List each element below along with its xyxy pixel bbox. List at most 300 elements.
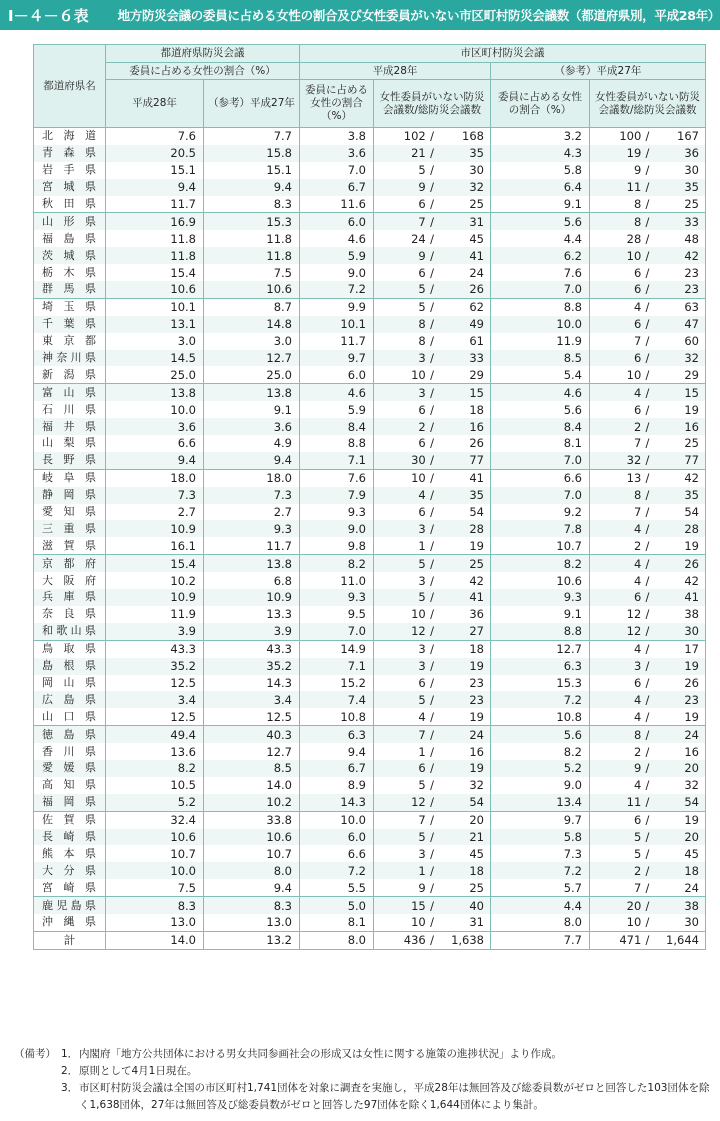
- muni-ratio-27: 12.7: [491, 640, 590, 657]
- muni-frac-28: 3 / 15: [374, 384, 491, 401]
- header-muni-council: 市区町村防災会議: [300, 45, 706, 63]
- table-row: [34, 914, 706, 931]
- muni-frac-28: 3 / 33: [374, 350, 491, 367]
- muni-frac-28: 15 / 40: [374, 897, 491, 914]
- muni-ratio-28: 7.0: [300, 162, 374, 179]
- muni-none-28: 10: [411, 367, 426, 382]
- muni-ratio-28: 5.0: [300, 897, 374, 914]
- muni-ratio-27: 7.0: [491, 452, 590, 469]
- muni-frac-28: 102 / 168: [374, 128, 491, 145]
- muni-ratio-28: 8.1: [300, 914, 374, 931]
- pref-ratio-28: 25.0: [106, 366, 204, 383]
- pref-ratio-28: 14.5: [106, 350, 204, 367]
- pref-name: 京都府: [34, 555, 106, 572]
- muni-total-28: 31: [469, 214, 484, 229]
- muni-none-27: 2: [633, 744, 642, 759]
- pref-name: 香川県: [34, 743, 106, 760]
- muni-frac-28: 3 / 45: [374, 845, 491, 862]
- muni-total-28: 29: [469, 367, 484, 382]
- pref-ratio-28: 13.0: [106, 914, 204, 931]
- pref-ratio-28: 11.7: [106, 196, 204, 213]
- muni-none-28: 2: [418, 419, 426, 434]
- muni-ratio-28: 6.6: [300, 845, 374, 862]
- muni-none-28: 9: [418, 248, 426, 263]
- muni-frac-28: 1 / 16: [374, 743, 491, 760]
- muni-ratio-28: 9.7: [300, 350, 374, 367]
- pref-ratio-27: 15.8: [204, 145, 300, 162]
- muni-ratio-28: 4.6: [300, 230, 374, 247]
- muni-ratio-27: 7.6: [491, 264, 590, 281]
- pref-ratio-28: 10.6: [106, 829, 204, 846]
- muni-ratio-27: 5.6: [491, 726, 590, 743]
- pref-ratio-27: 13.3: [204, 606, 300, 623]
- muni-frac-27: 100 / 167: [590, 128, 706, 145]
- muni-frac-28: 5 / 62: [374, 298, 491, 315]
- muni-ratio-28: 14.3: [300, 794, 374, 811]
- pref-name: 東京都: [34, 333, 106, 350]
- muni-total-27: 25: [684, 436, 699, 451]
- muni-none-27: 6: [633, 675, 642, 690]
- table-number: Ⅰ－４－６表: [8, 6, 89, 25]
- pref-name: 岐阜県: [34, 469, 106, 486]
- muni-frac-27: 2 / 16: [590, 418, 706, 435]
- muni-total-27: 54: [684, 505, 699, 520]
- pref-ratio-27: 11.8: [204, 230, 300, 247]
- muni-ratio-27: 8.1: [491, 435, 590, 452]
- muni-none-27: 10: [626, 915, 642, 930]
- total-frac27: 471 / 1,644: [590, 931, 706, 949]
- pref-name: 熊本県: [34, 845, 106, 862]
- header-muni-none-28: 女性委員がいない防災会議数/総防災会議数: [374, 80, 491, 128]
- muni-ratio-28: 3.6: [300, 145, 374, 162]
- muni-frac-27: 20 / 38: [590, 897, 706, 914]
- header-muni-none-27: 女性委員がいない防災会議数/総防災会議数: [590, 80, 706, 128]
- header-muni-h28: 平成28年: [300, 63, 491, 80]
- pref-name: 鳥取県: [34, 640, 106, 657]
- muni-none-28: 3: [418, 351, 426, 366]
- muni-total-28: 15: [469, 385, 484, 400]
- total-m28: 8.0: [300, 931, 374, 949]
- muni-frac-28: 5 / 26: [374, 281, 491, 298]
- muni-total-28: 26: [469, 282, 484, 297]
- muni-ratio-28: 15.2: [300, 675, 374, 692]
- muni-ratio-28: 6.0: [300, 213, 374, 230]
- pref-name: 富山県: [34, 384, 106, 401]
- muni-frac-27: 10 / 30: [590, 914, 706, 931]
- table-row: [34, 555, 706, 572]
- muni-total-27: 60: [684, 334, 699, 349]
- muni-none-27: 6: [633, 317, 642, 332]
- table-row: [34, 743, 706, 760]
- muni-none-27: 9: [633, 761, 642, 776]
- pref-name: 岡山県: [34, 675, 106, 692]
- muni-ratio-28: 6.7: [300, 760, 374, 777]
- pref-ratio-28: 9.4: [106, 179, 204, 196]
- pref-name: 山梨県: [34, 435, 106, 452]
- pref-ratio-28: 10.6: [106, 281, 204, 298]
- muni-none-27: 4: [633, 521, 642, 536]
- muni-none-27: 12: [626, 607, 642, 622]
- muni-total-27: 26: [684, 675, 699, 690]
- muni-ratio-28: 11.7: [300, 333, 374, 350]
- muni-frac-27: 5 / 45: [590, 845, 706, 862]
- muni-total-27: 30: [684, 163, 699, 178]
- pref-name: 青森県: [34, 145, 106, 162]
- muni-total-27: 38: [684, 898, 699, 913]
- muni-none-28: 1: [418, 538, 426, 553]
- muni-total-28: 54: [469, 795, 484, 810]
- muni-ratio-28: 14.9: [300, 640, 374, 657]
- pref-ratio-28: 8.3: [106, 897, 204, 914]
- pref-name: 埼玉県: [34, 298, 106, 315]
- pref-ratio-27: 13.8: [204, 555, 300, 572]
- muni-total-27: 167: [677, 129, 699, 144]
- pref-ratio-27: 8.0: [204, 862, 300, 879]
- muni-frac-27: 4 / 19: [590, 708, 706, 725]
- muni-total-27: 19: [684, 813, 699, 828]
- table-row: [34, 162, 706, 179]
- muni-ratio-27: 3.2: [491, 128, 590, 145]
- pref-name: 秋田県: [34, 196, 106, 213]
- muni-total-27: 23: [684, 265, 699, 280]
- pref-ratio-28: 10.2: [106, 572, 204, 589]
- muni-frac-27: 12 / 30: [590, 623, 706, 640]
- muni-frac-27: 4 / 28: [590, 520, 706, 537]
- muni-frac-28: 6 / 23: [374, 675, 491, 692]
- muni-none-28: 3: [418, 521, 426, 536]
- pref-ratio-28: 3.9: [106, 623, 204, 640]
- note-text: 内閣府「地方公共団体における男女共同参画社会の形成又は女性に関する施策の進捗状況」より作成。: [79, 1048, 562, 1060]
- pref-name: 栃木県: [34, 264, 106, 281]
- muni-total-27: 45: [684, 846, 699, 861]
- muni-none-27: 6: [633, 813, 642, 828]
- pref-ratio-28: 11.8: [106, 247, 204, 264]
- muni-ratio-27: 8.8: [491, 298, 590, 315]
- muni-none-27: 10: [626, 367, 642, 382]
- muni-frac-27: 7 / 25: [590, 435, 706, 452]
- pref-ratio-27: 35.2: [204, 658, 300, 675]
- pref-ratio-28: 11.9: [106, 606, 204, 623]
- pref-ratio-28: 3.4: [106, 691, 204, 708]
- muni-none-28: 4: [418, 488, 426, 503]
- muni-total-28: 54: [469, 505, 484, 520]
- pref-ratio-27: 9.4: [204, 179, 300, 196]
- note-num: 1．: [61, 1048, 79, 1060]
- muni-ratio-28: 9.5: [300, 606, 374, 623]
- muni-total-28: 41: [469, 590, 484, 605]
- muni-total-28: 30: [469, 163, 484, 178]
- muni-frac-27: 8 / 24: [590, 726, 706, 743]
- muni-none-27: 6: [633, 402, 642, 417]
- muni-frac-28: 9 / 25: [374, 879, 491, 896]
- muni-frac-27: 2 / 16: [590, 743, 706, 760]
- muni-total-27: 77: [684, 453, 699, 468]
- muni-ratio-28: 5.5: [300, 879, 374, 896]
- muni-total-28: 77: [469, 453, 484, 468]
- muni-none-28: 9: [418, 180, 426, 195]
- muni-frac-27: 3 / 19: [590, 658, 706, 675]
- muni-none-28: 8: [418, 317, 426, 332]
- pref-ratio-27: 8.7: [204, 298, 300, 315]
- pref-name: 宮崎県: [34, 879, 106, 896]
- muni-total-28: 23: [469, 692, 484, 707]
- muni-ratio-27: 5.8: [491, 829, 590, 846]
- muni-ratio-27: 10.8: [491, 708, 590, 725]
- muni-ratio-28: 7.0: [300, 623, 374, 640]
- muni-frac-28: 6 / 54: [374, 504, 491, 521]
- muni-none-28: 5: [418, 282, 426, 297]
- muni-frac-28: 9 / 32: [374, 179, 491, 196]
- muni-frac-28: 5 / 23: [374, 691, 491, 708]
- table-row: [34, 829, 706, 846]
- pref-ratio-28: 5.2: [106, 794, 204, 811]
- muni-none-28: 3: [418, 659, 426, 674]
- muni-ratio-27: 4.4: [491, 897, 590, 914]
- pref-name: 福井県: [34, 418, 106, 435]
- muni-total-27: 32: [684, 351, 699, 366]
- pref-ratio-28: 9.4: [106, 452, 204, 469]
- total-n27: 471: [619, 933, 642, 948]
- table-row: [34, 675, 706, 692]
- muni-total-27: 16: [684, 744, 699, 759]
- pref-ratio-27: 43.3: [204, 640, 300, 657]
- muni-frac-27: 4 / 23: [590, 691, 706, 708]
- muni-frac-28: 6 / 19: [374, 760, 491, 777]
- muni-ratio-27: 5.6: [491, 213, 590, 230]
- table-row: [34, 281, 706, 298]
- pref-ratio-28: 10.0: [106, 401, 204, 418]
- muni-none-28: 7: [418, 727, 426, 742]
- muni-total-28: 23: [469, 675, 484, 690]
- muni-none-27: 5: [633, 846, 642, 861]
- muni-frac-28: 12 / 54: [374, 794, 491, 811]
- muni-none-27: 6: [633, 282, 642, 297]
- table-row: [34, 811, 706, 828]
- pref-name: 石川県: [34, 401, 106, 418]
- pref-ratio-27: 12.7: [204, 743, 300, 760]
- table-row: [34, 504, 706, 521]
- table-row: [34, 520, 706, 537]
- muni-none-27: 28: [626, 231, 642, 246]
- muni-total-27: 29: [684, 367, 699, 382]
- pref-name: 兵庫県: [34, 589, 106, 606]
- note-text: 原則として4月1日現在。: [79, 1065, 198, 1077]
- muni-total-28: 18: [469, 402, 484, 417]
- muni-frac-27: 6 / 47: [590, 316, 706, 333]
- pref-ratio-27: 40.3: [204, 726, 300, 743]
- pref-ratio-27: 3.4: [204, 691, 300, 708]
- muni-none-28: 6: [418, 265, 426, 280]
- table-row: [34, 196, 706, 213]
- muni-ratio-27: 5.4: [491, 366, 590, 383]
- note-num: 3．: [61, 1082, 79, 1094]
- muni-total-28: 33: [469, 351, 484, 366]
- total-frac28: 436 / 1,638: [374, 931, 491, 949]
- pref-ratio-27: 9.4: [204, 452, 300, 469]
- muni-ratio-27: 11.9: [491, 333, 590, 350]
- muni-total-27: 20: [684, 829, 699, 844]
- pref-ratio-27: 33.8: [204, 811, 300, 828]
- muni-none-28: 21: [411, 146, 426, 161]
- pref-ratio-27: 14.3: [204, 675, 300, 692]
- muni-frac-27: 6 / 19: [590, 811, 706, 828]
- muni-frac-27: 7 / 60: [590, 333, 706, 350]
- muni-ratio-27: 15.3: [491, 675, 590, 692]
- muni-none-28: 10: [411, 471, 426, 486]
- muni-total-27: 30: [684, 624, 699, 639]
- muni-frac-27: 7 / 54: [590, 504, 706, 521]
- muni-none-28: 4: [418, 709, 426, 724]
- muni-total-28: 41: [469, 248, 484, 263]
- muni-ratio-27: 5.7: [491, 879, 590, 896]
- muni-ratio-27: 8.2: [491, 743, 590, 760]
- muni-frac-28: 1 / 19: [374, 537, 491, 554]
- pref-ratio-27: 7.7: [204, 128, 300, 145]
- total-t27: 1,644: [666, 933, 699, 948]
- muni-frac-28: 12 / 27: [374, 623, 491, 640]
- muni-total-28: 49: [469, 317, 484, 332]
- pref-ratio-28: 43.3: [106, 640, 204, 657]
- total-n28: 436: [403, 933, 426, 948]
- muni-ratio-27: 6.2: [491, 247, 590, 264]
- total-m27: 7.7: [491, 931, 590, 949]
- pref-ratio-28: 12.5: [106, 675, 204, 692]
- muni-total-27: 47: [684, 317, 699, 332]
- header-ref-h27: （参考）平成27年: [204, 80, 300, 128]
- table-row: [34, 572, 706, 589]
- muni-ratio-28: 3.8: [300, 128, 374, 145]
- pref-ratio-28: 15.4: [106, 264, 204, 281]
- table-row: [34, 708, 706, 725]
- table-body: [34, 128, 706, 932]
- pref-ratio-28: 3.6: [106, 418, 204, 435]
- table-row: [34, 862, 706, 879]
- muni-frac-28: 30 / 77: [374, 452, 491, 469]
- muni-total-28: 27: [469, 624, 484, 639]
- muni-none-28: 12: [411, 624, 426, 639]
- pref-name: 沖縄県: [34, 914, 106, 931]
- muni-none-27: 7: [633, 334, 642, 349]
- muni-none-27: 6: [633, 590, 642, 605]
- muni-frac-27: 2 / 18: [590, 862, 706, 879]
- muni-none-28: 9: [418, 880, 426, 895]
- pref-name: 新潟県: [34, 366, 106, 383]
- muni-total-27: 23: [684, 282, 699, 297]
- muni-total-27: 19: [684, 538, 699, 553]
- muni-frac-28: 5 / 21: [374, 829, 491, 846]
- muni-total-28: 168: [462, 129, 484, 144]
- muni-none-27: 8: [633, 727, 642, 742]
- pref-ratio-27: 12.5: [204, 708, 300, 725]
- muni-ratio-28: 6.0: [300, 829, 374, 846]
- header-h28: 平成28年: [106, 80, 204, 128]
- pref-ratio-27: 9.4: [204, 879, 300, 896]
- muni-none-27: 7: [633, 880, 642, 895]
- muni-none-27: 4: [633, 300, 642, 315]
- pref-ratio-27: 3.0: [204, 333, 300, 350]
- pref-name: 静岡県: [34, 487, 106, 504]
- pref-ratio-27: 7.3: [204, 487, 300, 504]
- muni-total-27: 35: [684, 180, 699, 195]
- total-p28: 14.0: [106, 931, 204, 949]
- muni-ratio-27: 6.4: [491, 179, 590, 196]
- pref-name: 鹿児島県: [34, 897, 106, 914]
- muni-ratio-28: 7.2: [300, 862, 374, 879]
- pref-ratio-27: 4.9: [204, 435, 300, 452]
- muni-ratio-27: 10.7: [491, 537, 590, 554]
- table-row: [34, 418, 706, 435]
- muni-ratio-28: 7.2: [300, 281, 374, 298]
- muni-frac-28: 8 / 61: [374, 333, 491, 350]
- pref-ratio-27: 10.7: [204, 845, 300, 862]
- muni-frac-28: 10 / 36: [374, 606, 491, 623]
- muni-none-27: 6: [633, 351, 642, 366]
- table-row: [34, 452, 706, 469]
- muni-total-27: 42: [684, 471, 699, 486]
- muni-none-27: 2: [633, 419, 642, 434]
- muni-frac-28: 24 / 45: [374, 230, 491, 247]
- pref-ratio-28: 7.6: [106, 128, 204, 145]
- muni-total-27: 35: [684, 488, 699, 503]
- pref-ratio-28: 16.9: [106, 213, 204, 230]
- table-row: [34, 145, 706, 162]
- muni-ratio-27: 7.2: [491, 862, 590, 879]
- table-row: [34, 333, 706, 350]
- pref-name: 広島県: [34, 691, 106, 708]
- pref-ratio-28: 16.1: [106, 537, 204, 554]
- muni-total-27: 15: [684, 385, 699, 400]
- muni-ratio-28: 8.8: [300, 435, 374, 452]
- muni-total-28: 20: [469, 813, 484, 828]
- muni-total-28: 18: [469, 863, 484, 878]
- muni-frac-27: 4 / 32: [590, 777, 706, 794]
- muni-frac-28: 7 / 20: [374, 811, 491, 828]
- muni-total-28: 25: [469, 197, 484, 211]
- pref-ratio-27: 7.5: [204, 264, 300, 281]
- muni-ratio-27: 7.3: [491, 845, 590, 862]
- data-table: [33, 44, 706, 950]
- muni-none-28: 10: [411, 607, 426, 622]
- muni-ratio-27: 7.0: [491, 487, 590, 504]
- muni-total-28: 16: [469, 419, 484, 434]
- muni-frac-28: 4 / 19: [374, 708, 491, 725]
- table-row: [34, 777, 706, 794]
- muni-frac-27: 6 / 41: [590, 589, 706, 606]
- pref-name: 長崎県: [34, 829, 106, 846]
- muni-none-28: 15: [411, 898, 426, 913]
- pref-name: 岩手県: [34, 162, 106, 179]
- muni-total-27: 19: [684, 659, 699, 674]
- muni-none-28: 8: [418, 334, 426, 349]
- muni-frac-28: 10 / 29: [374, 366, 491, 383]
- muni-frac-27: 28 / 48: [590, 230, 706, 247]
- muni-none-27: 11: [626, 180, 642, 195]
- muni-total-27: 20: [684, 761, 699, 776]
- muni-none-28: 12: [411, 795, 426, 810]
- table-row: [34, 589, 706, 606]
- muni-none-27: 19: [626, 146, 642, 161]
- muni-ratio-28: 9.9: [300, 298, 374, 315]
- pref-ratio-27: 14.8: [204, 316, 300, 333]
- muni-frac-28: 3 / 19: [374, 658, 491, 675]
- muni-total-28: 31: [469, 915, 484, 930]
- muni-frac-27: 6 / 23: [590, 281, 706, 298]
- muni-total-27: 18: [684, 863, 699, 878]
- muni-none-27: 4: [633, 385, 642, 400]
- table-row: [34, 640, 706, 657]
- muni-total-27: 19: [684, 402, 699, 417]
- header-muni-ratio-28: 委員に占める女性の割合（%）: [300, 80, 374, 128]
